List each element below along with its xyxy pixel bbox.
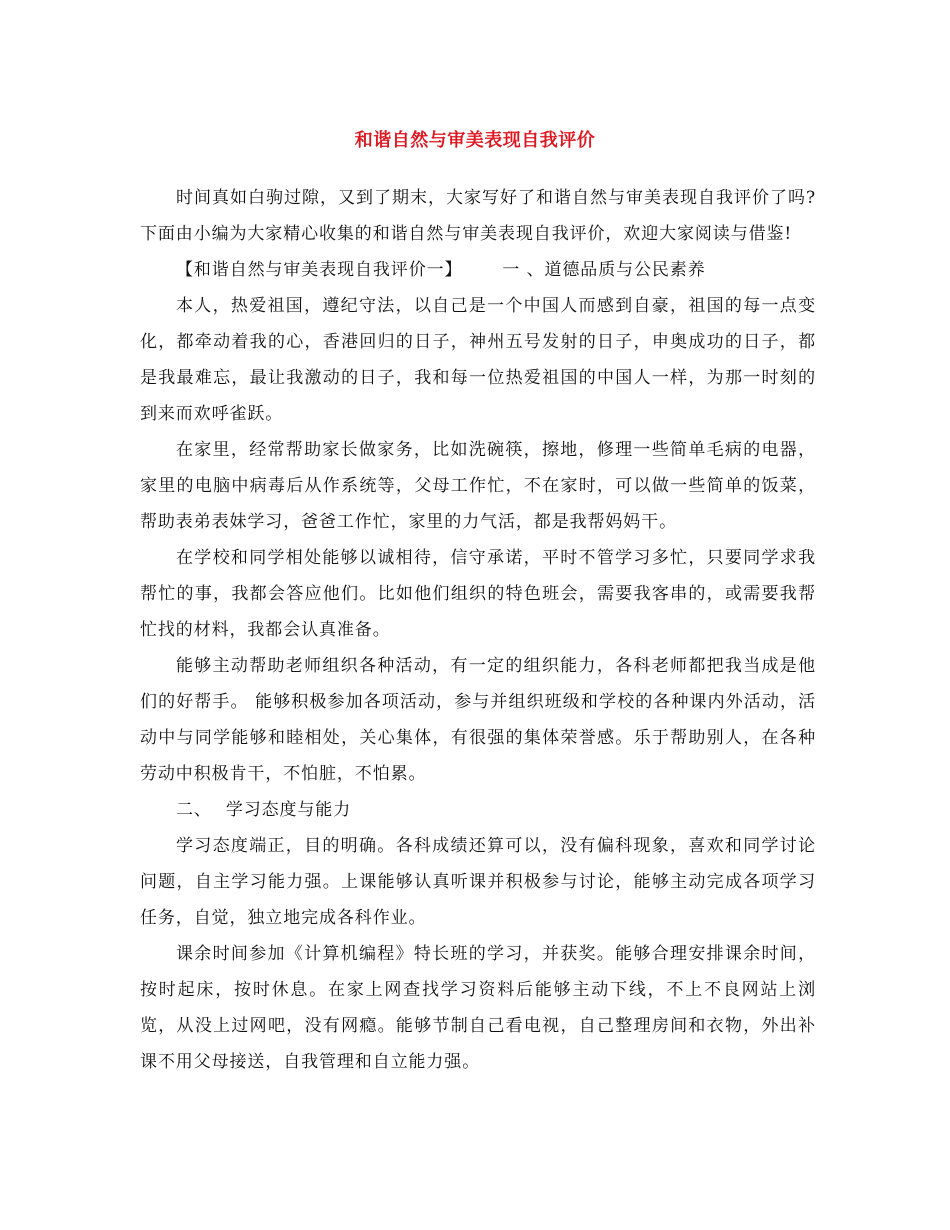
section1-heading: 一 、道德品质与公民素养 (502, 260, 706, 280)
section2-title: 学习态度与能力 (225, 800, 352, 820)
section2-paragraph: 课余时间参加《计算机编程》特长班的学习，并获奖。能够合理安排课余时间，按时起床，按时休息。在家上网查找学习资料后能够主动下线，不上不良网站上浏览，从没上过网吧，没有网瘾。能够节制自己看电视，自己整理房间和衣物，外出补课不用父母接送，自我管理和自立能力强。 (140, 944, 816, 1072)
part-heading: 【和谐自然与审美表现自我评价一】 (176, 260, 463, 280)
section1-paragraph: 在学校和同学相处能够以诚相待，信守承诺，平时不管学习多忙，只要同学求我帮忙的事，我都会答应他们。比如他们组织的特色班会，需要我客串的，或需要我帮忙找的材料，我都会认真准备。 (140, 548, 816, 640)
section2-number: 二、 (176, 800, 212, 820)
section1-paragraph: 本人，热爱祖国，遵纪守法，以自己是一个中国人而感到自豪，祖国的每一点变化，都牵动着我的心，香港回归的日子，神州五号发射的日子，申奥成功的日子，都是我最难忘，最让我激动的日子，我和每一位热爱祖国的中国人一样，为那一时刻的到来而欢呼雀跃。 (140, 296, 816, 424)
part-heading-line (140, 252, 816, 288)
document-body (140, 180, 816, 1080)
intro-paragraph: 时间真如白驹过隙，又到了期末，大家写好了和谐自然与审美表现自我评价了吗?下面由小编为大家精心收集的和谐自然与审美表现自我评价，欢迎大家阅读与借鉴! (140, 188, 816, 244)
section1-paragraph: 在家里，经常帮助家长做家务，比如洗碗筷，擦地，修理一些简单毛病的电器，家里的电脑中病毒后从作系统等，父母工作忙，不在家时，可以做一些简单的饭菜，帮助表弟表妹学习，爸爸工作忙，家里的力气活，都是我帮妈妈干。 (140, 440, 816, 532)
section1-paragraph: 能够主动帮助老师组织各种活动，有一定的组织能力，各科老师都把我当成是他们的好帮手。 能够积极参加各项活动，参与并组织班级和学校的各种课内外活动，活动中与同学能够和睦相处，关心集体，有很强的集体荣誉感。乐于帮助别人，在各种劳动中积极肯干，不怕脏，不怕累。 (140, 656, 816, 784)
section2-paragraph: 学习态度端正，目的明确。各科成绩还算可以，没有偏科现象，喜欢和同学讨论问题，自主学习能力强。上课能够认真听课并积极参与讨论，能够主动完成各项学习任务，自觉，独立地完成各科作业。 (140, 836, 816, 928)
document-title: 和谐自然与审美表现自我评价 (354, 130, 596, 151)
section2-heading-line (140, 792, 816, 828)
